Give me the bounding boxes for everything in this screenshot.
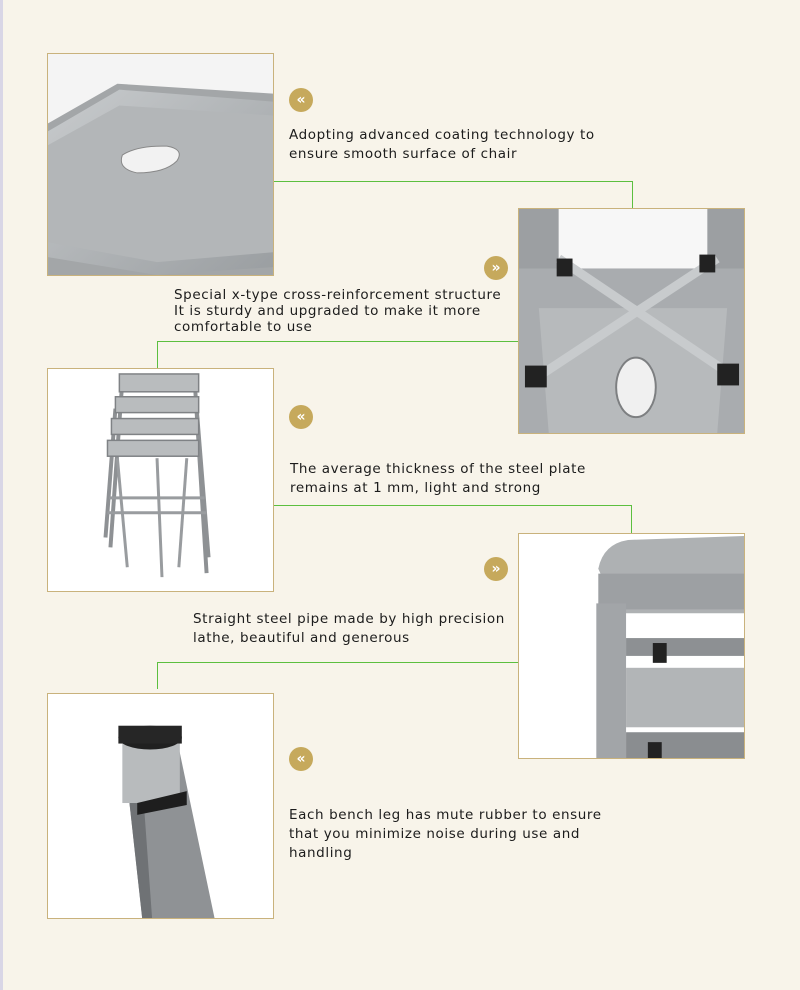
left-badge-icon: « bbox=[289, 88, 313, 112]
stacked-stools-photo bbox=[47, 368, 274, 592]
stool-seat-photo bbox=[47, 53, 274, 276]
connector-3-v bbox=[631, 505, 632, 533]
cross-brace-photo bbox=[518, 208, 745, 434]
connector-2-h bbox=[157, 341, 518, 342]
thickness-caption: The average thickness of the steel plate remains at 1 mm, light and strong bbox=[290, 461, 586, 496]
page-edge bbox=[0, 0, 3, 990]
connector-4-h bbox=[157, 662, 518, 663]
steel-pipe-photo bbox=[518, 533, 745, 759]
right-badge-icon: » bbox=[484, 557, 508, 581]
left-badge-icon: « bbox=[289, 405, 313, 429]
connector-3-h bbox=[274, 505, 632, 506]
rubber-foot-caption: Each bench leg has mute rubber to ensure that you minimize noise during use and handling bbox=[289, 807, 602, 861]
rubber-foot-photo bbox=[47, 693, 274, 919]
connector-1-h bbox=[274, 181, 633, 182]
connector-1-v bbox=[632, 181, 633, 208]
right-badge-icon: » bbox=[484, 256, 508, 280]
steel-pipe-caption: Straight steel pipe made by high precision lathe, beautiful and generous bbox=[193, 611, 505, 646]
connector-2-v bbox=[157, 341, 158, 368]
connector-4-v bbox=[157, 662, 158, 689]
cross-structure-caption: Special x-type cross-reinforcement structure It is sturdy and upgraded to make it more comfortable to use bbox=[174, 287, 502, 335]
coating-caption: Adopting advanced coating technology to ensure smooth surface of chair bbox=[289, 127, 595, 162]
left-badge-icon: « bbox=[289, 747, 313, 771]
